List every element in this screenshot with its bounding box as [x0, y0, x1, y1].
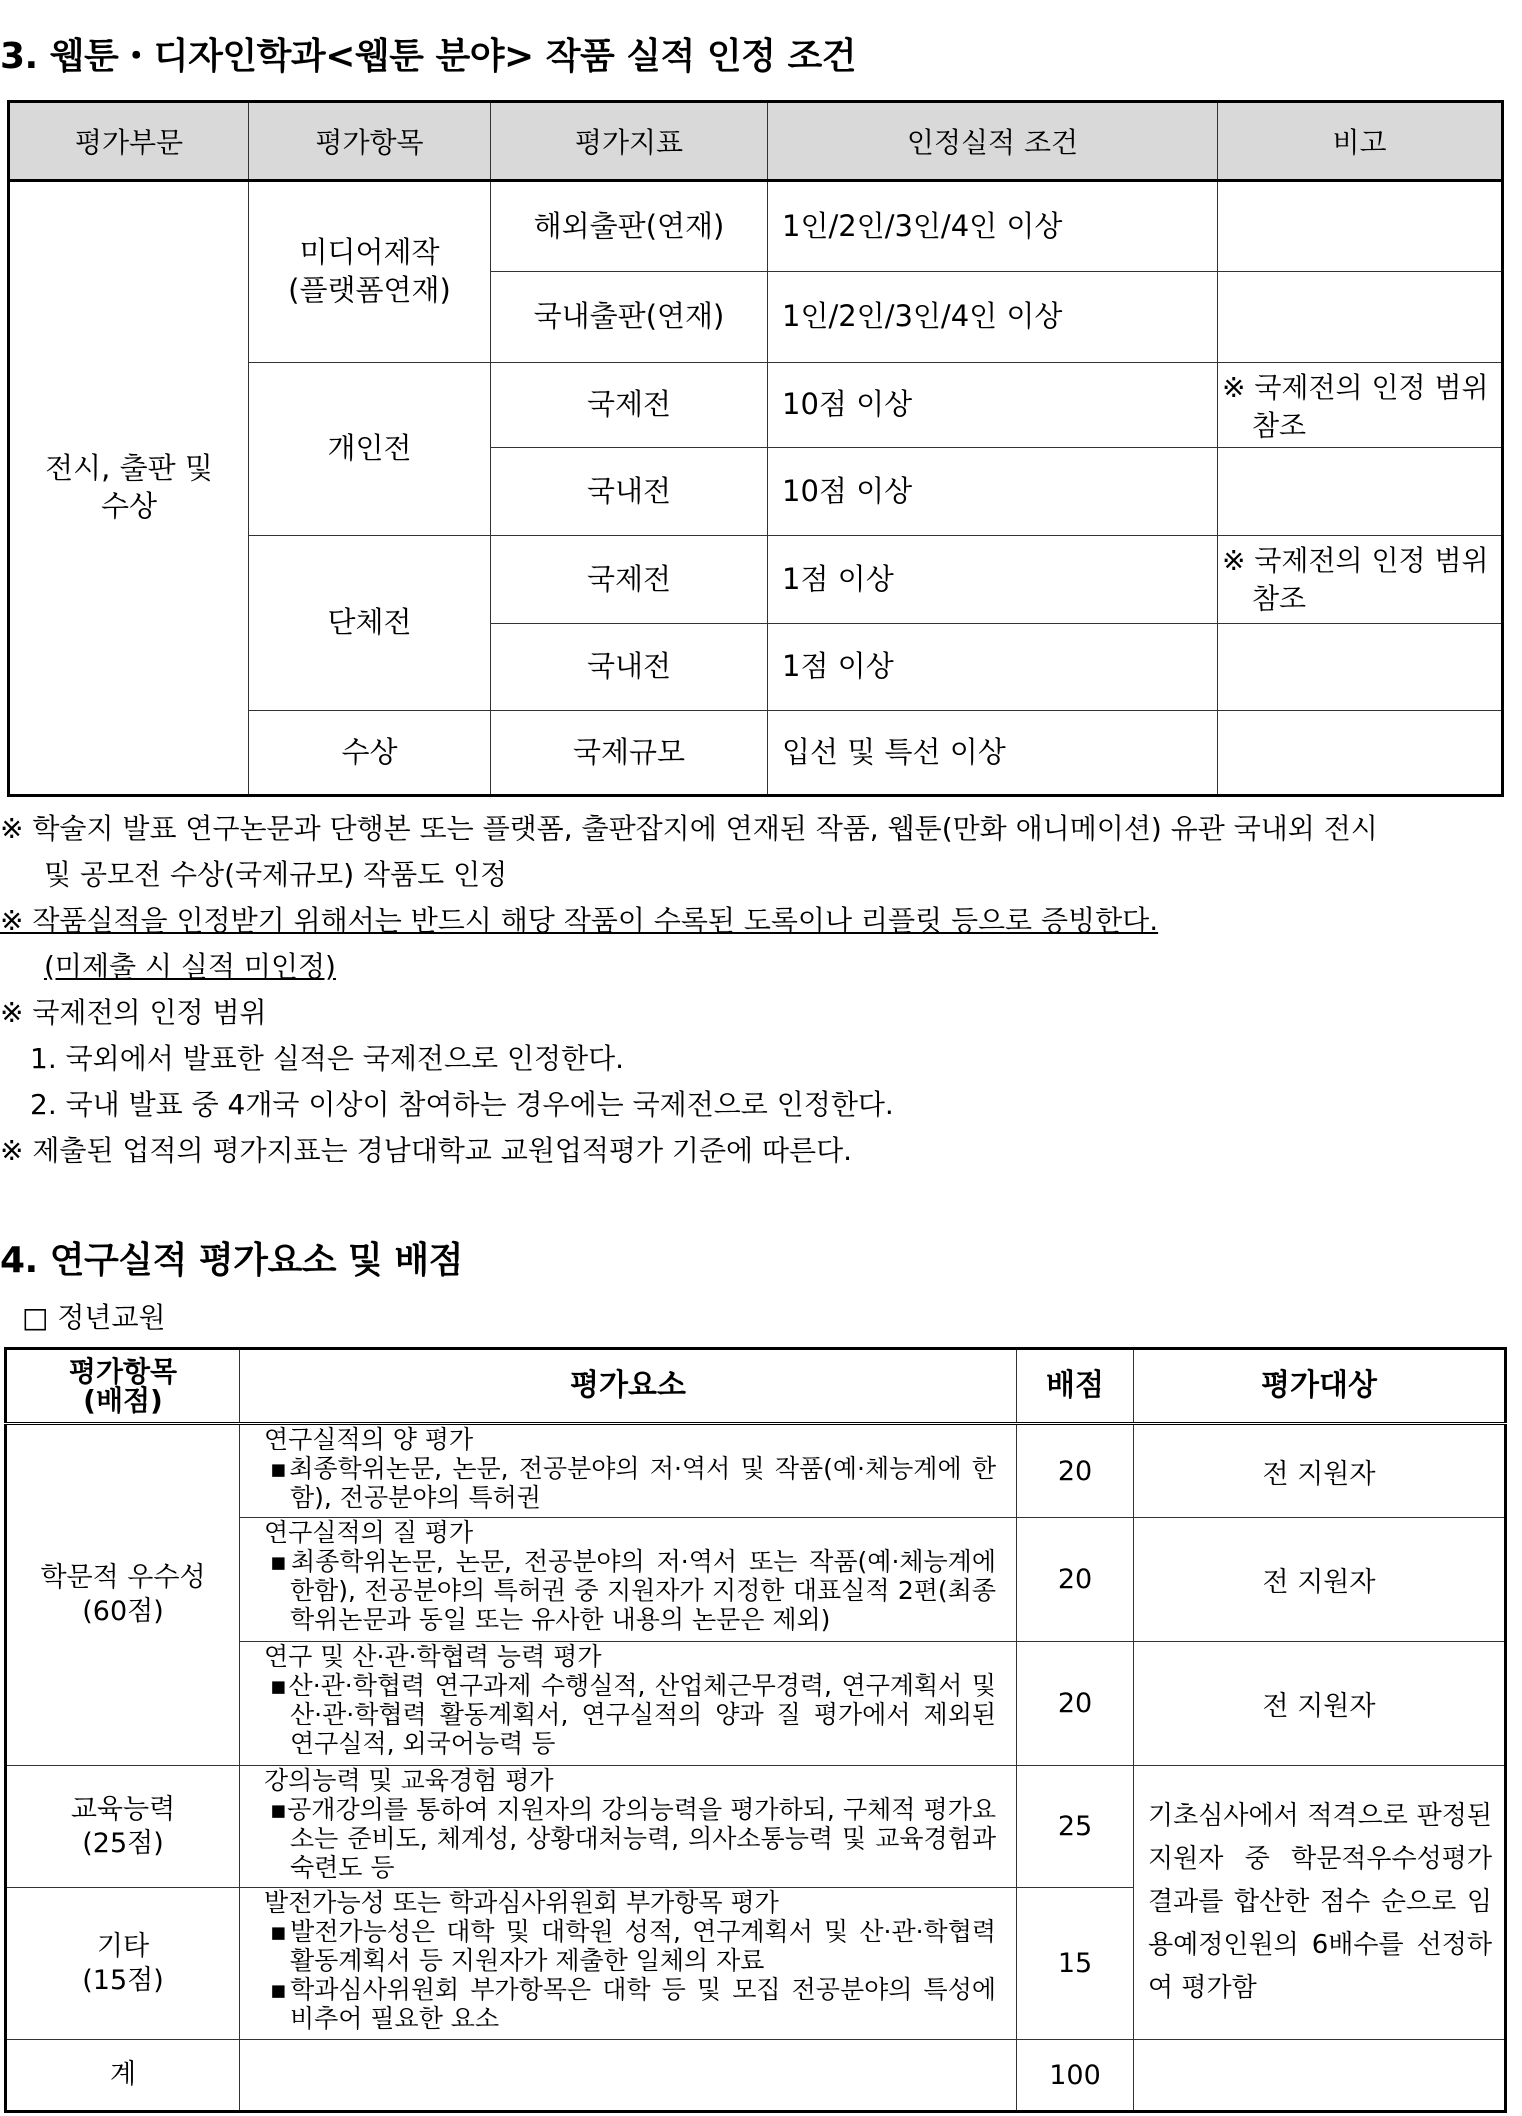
note-cell [1218, 272, 1503, 363]
header-item: 평가항목 (배점) [6, 1349, 240, 1424]
header-element: 평가요소 [240, 1349, 1017, 1424]
note-line: ※ 국제전의 인정 범위 [0, 996, 267, 1029]
item-solo: 개인전 [249, 363, 491, 536]
score-cell: 20 [1017, 1518, 1134, 1642]
score-cell: 20 [1017, 1642, 1134, 1766]
header-score: 배점 [1017, 1349, 1134, 1424]
header-item: 평가항목 [249, 102, 491, 181]
indicator-cell: 국내출판(연재) [491, 272, 768, 363]
indicator-cell: 국제규모 [491, 711, 768, 796]
element-cell: 강의능력 및 교육경험 평가 ▪공개강의를 통하여 지원자의 강의능력을 평가하되, 구체적 평가요소는 준비도, 체계성, 상황대처능력, 의사소통능력 및 교육경험과 숙련도 등 [240, 1766, 1017, 1888]
section-3-notes [0, 806, 1510, 1174]
note-line: ※ 제출된 업적의 평가지표는 경남대학교 교원업적평가 기준에 따른다. [0, 1134, 853, 1167]
condition-cell: 1인/2인/3인/4인 이상 [768, 272, 1218, 363]
division-cell: 전시, 출판 및 수상 [9, 181, 249, 796]
note-cell: ※ 국제전의 인정 범위 참조 [1218, 536, 1503, 624]
total-target-cell [1134, 2040, 1506, 2112]
score-cell: 20 [1017, 1424, 1134, 1518]
indicator-cell: 국내전 [491, 448, 768, 536]
note-cell [1218, 181, 1503, 272]
element-cell: 발전가능성 또는 학과심사위원회 부가항목 평가 ▪발전가능성은 대학 및 대학원 성적, 연구계획서 및 산·관·학협력 활동계획서 등 지원자가 제출한 일체의 자료 ▪학과심사위원회 부가항목은 대학 등 및 모집 전공분야의 특성에 비추어 필요한 요소 [240, 1888, 1017, 2040]
table-header-row [6, 1349, 1506, 1424]
work-record-table [7, 100, 1504, 797]
condition-cell: 1점 이상 [768, 624, 1218, 711]
note-cell: ※ 국제전의 인정 범위 참조 [1218, 363, 1503, 448]
note-cell [1218, 448, 1503, 536]
section-4-title: 4. 연구실적 평가요소 및 배점 [0, 1240, 463, 1281]
total-element-cell [240, 2040, 1017, 2112]
header-note: 비고 [1218, 102, 1503, 181]
note-line: 2. 국내 발표 중 4개국 이상이 참여하는 경우에는 국제전으로 인정한다. [30, 1088, 894, 1121]
item-media: 미디어제작 (플랫폼연재) [249, 181, 491, 363]
total-label: 계 [6, 2040, 240, 2112]
header-division: 평가부문 [9, 102, 249, 181]
table-header-row [9, 102, 1503, 181]
total-row [6, 2040, 1506, 2112]
header-condition: 인정실적 조건 [768, 102, 1218, 181]
note-cell [1218, 624, 1503, 711]
indicator-cell: 국제전 [491, 536, 768, 624]
indicator-cell: 해외출판(연재) [491, 181, 768, 272]
target-cell: 전 지원자 [1134, 1518, 1506, 1642]
note-line: ※ 학술지 발표 연구논문과 단행본 또는 플랫폼, 출판잡지에 연재된 작품, 웹툰(만화 애니메이션) 유관 국내외 전시 [0, 812, 1378, 845]
element-cell: 연구실적의 양 평가 ▪최종학위논문, 논문, 전공분야의 저·역서 및 작품(예·체능계에 한함), 전공분야의 특허권 [240, 1424, 1017, 1518]
group-education: 교육능력 (25점) [6, 1766, 240, 1888]
indicator-cell: 국제전 [491, 363, 768, 448]
note-line-underlined: (미제출 시 실적 미인정) [44, 950, 336, 983]
score-cell: 15 [1017, 1888, 1134, 2040]
section-3-title: 3. 웹툰・디자인학과<웹툰 분야> 작품 실적 인정 조건 [0, 36, 856, 77]
indicator-cell: 국내전 [491, 624, 768, 711]
research-evaluation-table [4, 1347, 1507, 2113]
total-score: 100 [1017, 2040, 1134, 2112]
element-cell: 연구 및 산·관·학협력 능력 평가 ▪산·관·학협력 연구과제 수행실적, 산업체근무경력, 연구계획서 및 산·관·학협력 활동계획서, 연구실적의 양과 질 평가에서 제외된 연구실적, 외국어능력 등 [240, 1642, 1017, 1766]
group-academic: 학문적 우수성 (60점) [6, 1424, 240, 1766]
group-etc: 기타 (15점) [6, 1888, 240, 2040]
note-line: 1. 국외에서 발표한 실적은 국제전으로 인정한다. [30, 1042, 625, 1075]
score-cell: 25 [1017, 1766, 1134, 1888]
note-line: 및 공모전 수상(국제규모) 작품도 인정 [44, 858, 508, 891]
condition-cell: 10점 이상 [768, 363, 1218, 448]
target-cell: 전 지원자 [1134, 1642, 1506, 1766]
element-cell: 연구실적의 질 평가 ▪최종학위논문, 논문, 전공분야의 저·역서 또는 작품(예·체능계에 한함), 전공분야의 특허권 중 지원자가 지정한 대표실적 2편(최종학위논문과 동일 또는 유사한 내용의 논문은 제외) [240, 1518, 1017, 1642]
section-4-subtitle: □ 정년교원 [22, 1301, 166, 1334]
item-award: 수상 [249, 711, 491, 796]
table-row [6, 1766, 1506, 1888]
target-cell: 전 지원자 [1134, 1424, 1506, 1518]
note-cell [1218, 711, 1503, 796]
item-group: 단체전 [249, 536, 491, 711]
note-line-underlined: ※ 작품실적을 인정받기 위해서는 반드시 해당 작품이 수록된 도록이나 리플릿 등으로 증빙한다. [0, 904, 1159, 937]
condition-cell: 10점 이상 [768, 448, 1218, 536]
merged-target-cell: 기초심사에서 적격으로 판정된 지원자 중 학문적우수성평가 결과를 합산한 점수 순으로 임용예정인원의 6배수를 선정하여 평가함 [1134, 1766, 1506, 2040]
condition-cell: 입선 및 특선 이상 [768, 711, 1218, 796]
header-target: 평가대상 [1134, 1349, 1506, 1424]
condition-cell: 1인/2인/3인/4인 이상 [768, 181, 1218, 272]
table-row [9, 181, 1503, 272]
header-indicator: 평가지표 [491, 102, 768, 181]
table-row [6, 1424, 1506, 1518]
condition-cell: 1점 이상 [768, 536, 1218, 624]
